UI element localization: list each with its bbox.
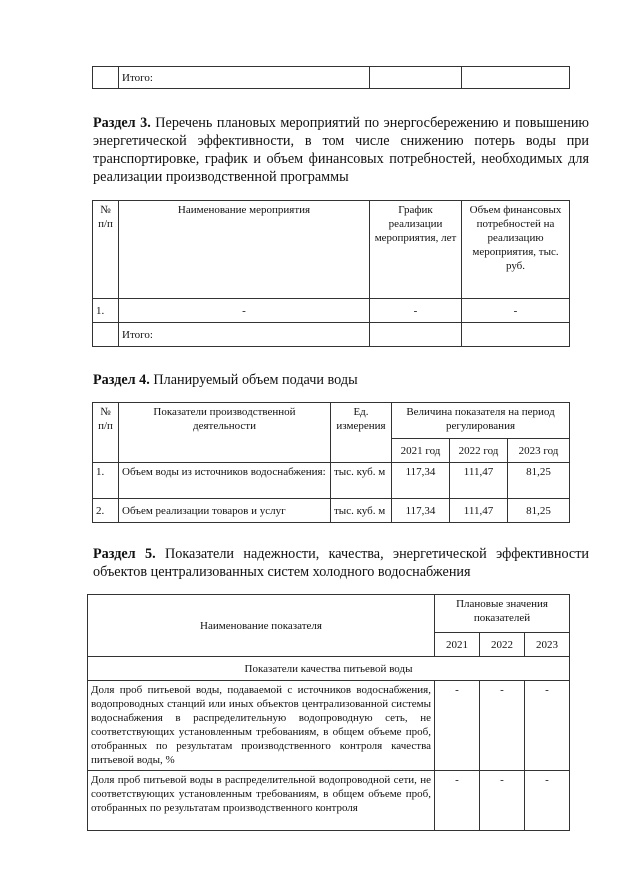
section5-title: Показатели надежности, качества, энергетической эффективности объектов централизованных систем холодного водоснабжения bbox=[93, 546, 590, 580]
s5-row2-value-2022: - bbox=[480, 771, 525, 831]
s4-header-year-2022: 2022 год bbox=[450, 439, 508, 463]
table-row bbox=[88, 681, 570, 771]
s5-row2-name: Доля проб питьевой воды в распределительной водопроводной сети, не соответствующих установленным требованиям, в общем объеме проб, отобранных по результатам производственного контроля bbox=[88, 771, 435, 831]
s4-header-unit: Ед. измерения bbox=[331, 403, 392, 463]
s4-row2-indicator: Объем реализации товаров и услуг bbox=[119, 499, 331, 523]
total-schedule-cell bbox=[370, 67, 462, 89]
s5-row2-value-2021: - bbox=[435, 771, 480, 831]
section3-title: Перечень плановых мероприятий по энергосбережению и повышению энергетической эффективности, в том числе снижению потерь воды при транспортировке, график и объем финансовых потребностей, необходимых для реализации производственной программы bbox=[93, 115, 590, 185]
section5-table bbox=[87, 594, 570, 831]
s3-header-schedule: График реализации мероприятия, лет bbox=[370, 201, 462, 299]
s4-row1-num: 1. bbox=[93, 463, 119, 499]
section5-heading bbox=[93, 545, 589, 581]
s4-row1-indicator: Объем воды из источников водоснабжения: bbox=[119, 463, 331, 499]
s3-row-volume: - bbox=[462, 299, 570, 323]
s4-row2-value-2021: 117,34 bbox=[392, 499, 450, 523]
previous-table-total-row bbox=[92, 66, 570, 89]
section4-table bbox=[92, 402, 570, 523]
table-row bbox=[93, 299, 570, 323]
s5-row1-value-2023: - bbox=[525, 681, 570, 771]
s5-row1-name: Доля проб питьевой воды, подаваемой с источников водоснабжения, водопроводных станций или иных объектов централизованной системы водоснабжения в распределительную водопроводную сеть, не соответствующих установленным требованиям, в общем объеме проб, отобранных по результатам производственного контроля качества питьевой воды, % bbox=[88, 681, 435, 771]
s4-header-num: № п/п bbox=[93, 403, 119, 463]
s4-row2-unit: тыс. куб. м bbox=[331, 499, 392, 523]
section3-table bbox=[92, 200, 570, 347]
s3-row-schedule: - bbox=[370, 299, 462, 323]
s5-header-name: Наименование показателя bbox=[88, 595, 435, 657]
s4-header-indicator: Показатели производственной деятельности bbox=[119, 403, 331, 463]
section3-label: Раздел 3. bbox=[93, 115, 151, 131]
table-row bbox=[93, 499, 570, 523]
s4-row1-value-2021: 117,34 bbox=[392, 463, 450, 499]
s5-header-planned: Плановые значения показателей bbox=[435, 595, 570, 633]
s3-row-name: - bbox=[119, 299, 370, 323]
s4-row1-unit: тыс. куб. м bbox=[331, 463, 392, 499]
s4-row2-value-2022: 111,47 bbox=[450, 499, 508, 523]
table-row bbox=[88, 771, 570, 831]
s3-total-volume bbox=[462, 323, 570, 347]
section4-title: Планируемый объем подачи воды bbox=[153, 372, 358, 388]
total-label: Итого: bbox=[119, 67, 370, 89]
section4-heading bbox=[93, 371, 589, 389]
s5-header-year-2022: 2022 bbox=[480, 633, 525, 657]
s3-header-volume: Объем финансовых потребностей на реализацию мероприятия, тыс. руб. bbox=[462, 201, 570, 299]
s3-total-num bbox=[93, 323, 119, 347]
section5-label: Раздел 5. bbox=[93, 546, 156, 562]
section3-heading bbox=[93, 114, 589, 186]
s4-header-year-2021: 2021 год bbox=[392, 439, 450, 463]
s5-header-year-2023: 2023 bbox=[525, 633, 570, 657]
total-num-cell bbox=[93, 67, 119, 89]
s5-row1-value-2021: - bbox=[435, 681, 480, 771]
s5-row2-value-2023: - bbox=[525, 771, 570, 831]
s4-header-year-2023: 2023 год bbox=[508, 439, 570, 463]
s3-header-num: № п/п bbox=[93, 201, 119, 299]
s3-total-label: Итого: bbox=[119, 323, 370, 347]
table-row bbox=[93, 463, 570, 499]
s4-row2-num: 2. bbox=[93, 499, 119, 523]
section4-label: Раздел 4. bbox=[93, 372, 150, 388]
s5-row1-value-2022: - bbox=[480, 681, 525, 771]
s5-group-title: Показатели качества питьевой воды bbox=[88, 657, 570, 681]
total-volume-cell bbox=[462, 67, 570, 89]
s4-row2-value-2023: 81,25 bbox=[508, 499, 570, 523]
s3-total-schedule bbox=[370, 323, 462, 347]
s4-row1-value-2022: 111,47 bbox=[450, 463, 508, 499]
s3-header-name: Наименование мероприятия bbox=[119, 201, 370, 299]
s5-header-year-2021: 2021 bbox=[435, 633, 480, 657]
s4-header-period: Величина показателя на период регулирования bbox=[392, 403, 570, 439]
s4-row1-value-2023: 81,25 bbox=[508, 463, 570, 499]
s3-row-num: 1. bbox=[93, 299, 119, 323]
